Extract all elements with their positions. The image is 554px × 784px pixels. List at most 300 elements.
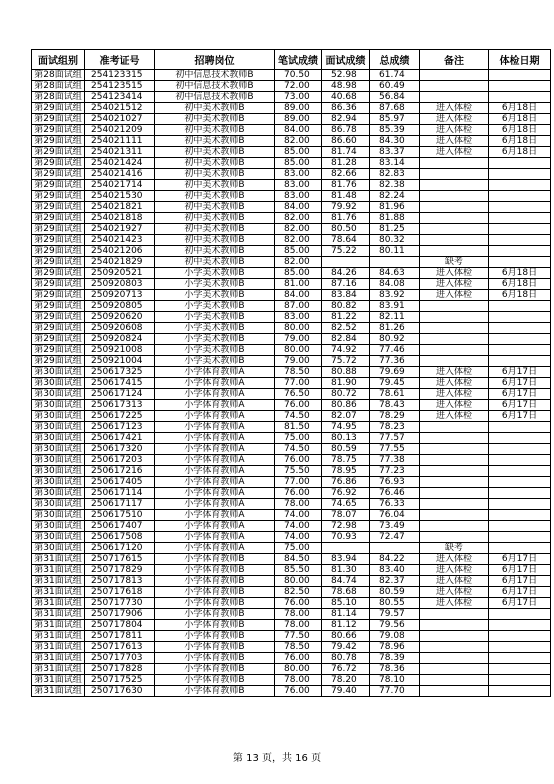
total-score-cell: 80.11: [370, 246, 420, 257]
exam-date-cell: [489, 477, 551, 488]
exam-date-cell: [489, 301, 551, 312]
remark-cell: 进入体检: [420, 554, 489, 565]
table-row: [32, 411, 551, 422]
total-score-cell: 83.14: [370, 158, 420, 169]
written-score-cell: 76.00: [275, 455, 322, 466]
total-score-cell: 76.46: [370, 488, 420, 499]
written-score-cell: 78.00: [275, 499, 322, 510]
written-score-cell: 84.00: [275, 125, 322, 136]
written-score-cell: 77.50: [275, 631, 322, 642]
position-cell: 小学体育教师A: [155, 477, 275, 488]
table-row: [32, 455, 551, 466]
position-cell: 小学体育教师B: [155, 664, 275, 675]
position-cell: 小学体育教师A: [155, 532, 275, 543]
table-row: [32, 125, 551, 136]
interview-group-cell: 第30面试组: [32, 466, 85, 477]
exam-id-cell: 254123414: [85, 92, 155, 103]
position-cell: 初中美术教师B: [155, 125, 275, 136]
interview-score-cell: [322, 257, 370, 268]
interview-group-cell: 第31面试组: [32, 598, 85, 609]
remark-cell: [420, 81, 489, 92]
table-row: [32, 367, 551, 378]
interview-group-cell: 第29面试组: [32, 147, 85, 158]
exam-date-cell: [489, 257, 551, 268]
interview-score-cell: 84.74: [322, 576, 370, 587]
exam-id-cell: 250920521: [85, 268, 155, 279]
written-score-cell: 78.50: [275, 642, 322, 653]
interview-score-cell: 75.22: [322, 246, 370, 257]
written-score-cell: 76.00: [275, 598, 322, 609]
exam-id-cell: 250717618: [85, 587, 155, 598]
table-row: [32, 136, 551, 147]
exam-date-cell: [489, 609, 551, 620]
position-cell: 初中美术教师B: [155, 114, 275, 125]
position-cell: 小学美术教师B: [155, 290, 275, 301]
exam-id-cell: 254021821: [85, 202, 155, 213]
total-score-cell: 78.39: [370, 653, 420, 664]
exam-date-cell: 6月18日: [489, 279, 551, 290]
interview-group-cell: 第30面试组: [32, 433, 85, 444]
remark-cell: 进入体检: [420, 587, 489, 598]
exam-id-cell: 254021714: [85, 180, 155, 191]
exam-id-cell: 250920805: [85, 301, 155, 312]
exam-date-cell: [489, 664, 551, 675]
exam-date-cell: 6月18日: [489, 114, 551, 125]
interview-score-cell: 80.88: [322, 367, 370, 378]
exam-id-cell: 250717525: [85, 675, 155, 686]
written-score-cell: 77.00: [275, 477, 322, 488]
remark-cell: 进入体检: [420, 378, 489, 389]
exam-date-cell: [489, 521, 551, 532]
table-row: [32, 543, 551, 554]
remark-cell: 进入体检: [420, 125, 489, 136]
header-exam-date: 体检日期: [489, 50, 551, 70]
position-cell: 小学体育教师B: [155, 675, 275, 686]
exam-date-cell: [489, 653, 551, 664]
exam-date-cell: 6月17日: [489, 565, 551, 576]
exam-date-cell: [489, 213, 551, 224]
exam-id-cell: 254021818: [85, 213, 155, 224]
exam-date-cell: [489, 235, 551, 246]
remark-cell: [420, 499, 489, 510]
exam-id-cell: 250920803: [85, 279, 155, 290]
exam-id-cell: 250617120: [85, 543, 155, 554]
table-row: [32, 224, 551, 235]
header-row: [32, 50, 551, 70]
remark-cell: [420, 466, 489, 477]
position-cell: 初中信息技术教师B: [155, 92, 275, 103]
interview-group-cell: 第29面试组: [32, 290, 85, 301]
position-cell: 小学体育教师A: [155, 367, 275, 378]
position-cell: 小学体育教师A: [155, 422, 275, 433]
header-remark: 备注: [420, 50, 489, 70]
position-cell: 小学美术教师B: [155, 334, 275, 345]
position-cell: 小学美术教师B: [155, 268, 275, 279]
remark-cell: 进入体检: [420, 389, 489, 400]
exam-date-cell: [489, 180, 551, 191]
remark-cell: 进入体检: [420, 114, 489, 125]
interview-group-cell: 第29面试组: [32, 169, 85, 180]
exam-date-cell: [489, 466, 551, 477]
written-score-cell: 78.00: [275, 675, 322, 686]
interview-score-cell: 80.78: [322, 653, 370, 664]
total-score-cell: 79.08: [370, 631, 420, 642]
position-cell: 小学美术教师B: [155, 312, 275, 323]
table-row: [32, 279, 551, 290]
interview-score-cell: 78.68: [322, 587, 370, 598]
interview-score-cell: 78.20: [322, 675, 370, 686]
table-row: [32, 477, 551, 488]
total-score-cell: 79.69: [370, 367, 420, 378]
position-cell: 初中美术教师B: [155, 213, 275, 224]
interview-score-cell: 79.92: [322, 202, 370, 213]
written-score-cell: 78.00: [275, 620, 322, 631]
interview-group-cell: 第29面试组: [32, 213, 85, 224]
interview-score-cell: 85.10: [322, 598, 370, 609]
table-row: [32, 81, 551, 92]
interview-group-cell: 第30面试组: [32, 455, 85, 466]
interview-group-cell: 第30面试组: [32, 477, 85, 488]
table-row: [32, 598, 551, 609]
remark-cell: [420, 455, 489, 466]
exam-id-cell: 250617123: [85, 422, 155, 433]
interview-group-cell: 第30面试组: [32, 367, 85, 378]
written-score-cell: 76.00: [275, 686, 322, 697]
written-score-cell: 80.00: [275, 323, 322, 334]
header-total-score: 总成绩: [370, 50, 420, 70]
exam-id-cell: 250717804: [85, 620, 155, 631]
written-score-cell: 76.50: [275, 389, 322, 400]
table-row: [32, 213, 551, 224]
table-row: [32, 444, 551, 455]
remark-cell: 进入体检: [420, 290, 489, 301]
exam-date-cell: [489, 631, 551, 642]
interview-score-cell: 81.76: [322, 213, 370, 224]
remark-cell: [420, 521, 489, 532]
position-cell: 小学体育教师A: [155, 455, 275, 466]
interview-group-cell: 第30面试组: [32, 378, 85, 389]
position-cell: 小学体育教师B: [155, 620, 275, 631]
exam-id-cell: 250717615: [85, 554, 155, 565]
remark-cell: [420, 213, 489, 224]
header-position: 招聘岗位: [155, 50, 275, 70]
interview-group-cell: 第28面试组: [32, 92, 85, 103]
total-score-cell: 72.47: [370, 532, 420, 543]
position-cell: 小学美术教师B: [155, 345, 275, 356]
position-cell: 小学美术教师B: [155, 356, 275, 367]
table-row: [32, 675, 551, 686]
written-score-cell: 80.00: [275, 345, 322, 356]
total-score-cell: 78.43: [370, 400, 420, 411]
exam-id-cell: 250717630: [85, 686, 155, 697]
table-row: [32, 642, 551, 653]
interview-score-cell: 82.07: [322, 411, 370, 422]
interview-group-cell: 第31面试组: [32, 642, 85, 653]
remark-cell: [420, 532, 489, 543]
interview-group-cell: 第29面试组: [32, 114, 85, 125]
remark-cell: [420, 510, 489, 521]
exam-id-cell: 250617114: [85, 488, 155, 499]
remark-cell: 进入体检: [420, 136, 489, 147]
position-cell: 小学体育教师B: [155, 642, 275, 653]
exam-id-cell: 250617325: [85, 367, 155, 378]
position-cell: 小学体育教师A: [155, 378, 275, 389]
total-score-cell: 76.33: [370, 499, 420, 510]
total-score-cell: 77.57: [370, 433, 420, 444]
interview-score-cell: 76.92: [322, 488, 370, 499]
remark-cell: [420, 631, 489, 642]
exam-date-cell: [489, 202, 551, 213]
remark-cell: 缺考: [420, 257, 489, 268]
interview-score-cell: 80.59: [322, 444, 370, 455]
interview-score-cell: 80.82: [322, 301, 370, 312]
exam-date-cell: 6月17日: [489, 367, 551, 378]
written-score-cell: 87.00: [275, 301, 322, 312]
written-score-cell: 79.00: [275, 334, 322, 345]
remark-cell: [420, 224, 489, 235]
exam-id-cell: 250920824: [85, 334, 155, 345]
table-row: [32, 312, 551, 323]
exam-date-cell: 6月17日: [489, 576, 551, 587]
exam-id-cell: 254021111: [85, 136, 155, 147]
interview-group-cell: 第30面试组: [32, 422, 85, 433]
interview-group-cell: 第31面试组: [32, 675, 85, 686]
position-cell: 小学体育教师A: [155, 510, 275, 521]
interview-score-cell: 40.68: [322, 92, 370, 103]
remark-cell: 进入体检: [420, 565, 489, 576]
interview-group-cell: 第30面试组: [32, 444, 85, 455]
interview-group-cell: 第31面试组: [32, 686, 85, 697]
written-score-cell: 89.00: [275, 114, 322, 125]
position-cell: 小学体育教师A: [155, 521, 275, 532]
exam-date-cell: [489, 224, 551, 235]
remark-cell: [420, 620, 489, 631]
interview-score-cell: 81.74: [322, 147, 370, 158]
interview-group-cell: 第29面试组: [32, 246, 85, 257]
total-score-cell: 78.96: [370, 642, 420, 653]
position-cell: 小学美术教师B: [155, 301, 275, 312]
interview-group-cell: 第29面试组: [32, 312, 85, 323]
interview-score-cell: 81.28: [322, 158, 370, 169]
remark-cell: [420, 191, 489, 202]
position-cell: 小学体育教师A: [155, 400, 275, 411]
exam-id-cell: 254123315: [85, 70, 155, 81]
table-row: [32, 565, 551, 576]
written-score-cell: 83.00: [275, 191, 322, 202]
position-cell: 初中美术教师B: [155, 103, 275, 114]
table-row: [32, 422, 551, 433]
interview-score-cell: 76.86: [322, 477, 370, 488]
written-score-cell: 85.00: [275, 268, 322, 279]
exam-id-cell: 250920608: [85, 323, 155, 334]
total-score-cell: 82.37: [370, 576, 420, 587]
remark-cell: [420, 70, 489, 81]
exam-id-cell: 250717829: [85, 565, 155, 576]
interview-score-cell: 82.84: [322, 334, 370, 345]
interview-score-cell: 86.60: [322, 136, 370, 147]
exam-id-cell: 250617117: [85, 499, 155, 510]
written-score-cell: 76.00: [275, 488, 322, 499]
exam-id-cell: 254021311: [85, 147, 155, 158]
exam-id-cell: 250617405: [85, 477, 155, 488]
position-cell: 小学体育教师A: [155, 433, 275, 444]
exam-id-cell: 254123515: [85, 81, 155, 92]
position-cell: 小学体育教师B: [155, 686, 275, 697]
interview-group-cell: 第29面试组: [32, 345, 85, 356]
table-row: [32, 334, 551, 345]
interview-score-cell: 86.78: [322, 125, 370, 136]
exam-id-cell: 254021512: [85, 103, 155, 114]
interview-score-cell: 79.42: [322, 642, 370, 653]
interview-group-cell: 第29面试组: [32, 301, 85, 312]
exam-id-cell: 254021530: [85, 191, 155, 202]
remark-cell: [420, 169, 489, 180]
interview-score-cell: 80.13: [322, 433, 370, 444]
remark-cell: [420, 675, 489, 686]
total-score-cell: 83.40: [370, 565, 420, 576]
position-cell: 小学美术教师B: [155, 323, 275, 334]
exam-id-cell: 254021416: [85, 169, 155, 180]
position-cell: 小学体育教师A: [155, 543, 275, 554]
exam-date-cell: [489, 312, 551, 323]
position-cell: 小学体育教师B: [155, 653, 275, 664]
interview-score-cell: 81.76: [322, 180, 370, 191]
total-score-cell: 80.59: [370, 587, 420, 598]
total-score-cell: 80.55: [370, 598, 420, 609]
table-body: [32, 70, 551, 697]
table-row: [32, 664, 551, 675]
exam-id-cell: 254021927: [85, 224, 155, 235]
total-score-cell: 84.08: [370, 279, 420, 290]
remark-cell: [420, 488, 489, 499]
position-cell: 小学体育教师B: [155, 565, 275, 576]
total-score-cell: 83.91: [370, 301, 420, 312]
written-score-cell: 85.50: [275, 565, 322, 576]
written-score-cell: 82.00: [275, 235, 322, 246]
total-score-cell: 82.24: [370, 191, 420, 202]
written-score-cell: 78.50: [275, 367, 322, 378]
total-score-cell: 83.37: [370, 147, 420, 158]
written-score-cell: 73.00: [275, 92, 322, 103]
total-score-cell: [370, 543, 420, 554]
remark-cell: 进入体检: [420, 268, 489, 279]
total-score-cell: 82.38: [370, 180, 420, 191]
interview-group-cell: 第30面试组: [32, 543, 85, 554]
interview-score-cell: 81.48: [322, 191, 370, 202]
interview-group-cell: 第30面试组: [32, 389, 85, 400]
remark-cell: [420, 444, 489, 455]
exam-date-cell: [489, 356, 551, 367]
written-score-cell: 85.00: [275, 147, 322, 158]
interview-group-cell: 第30面试组: [32, 532, 85, 543]
exam-id-cell: 250717906: [85, 609, 155, 620]
interview-score-cell: 74.92: [322, 345, 370, 356]
remark-cell: 进入体检: [420, 367, 489, 378]
total-score-cell: 81.25: [370, 224, 420, 235]
total-score-cell: 78.10: [370, 675, 420, 686]
position-cell: 小学体育教师B: [155, 554, 275, 565]
table-row: [32, 180, 551, 191]
interview-group-cell: 第29面试组: [32, 158, 85, 169]
position-cell: 初中美术教师B: [155, 246, 275, 257]
table-row: [32, 103, 551, 114]
position-cell: 小学体育教师A: [155, 466, 275, 477]
table-row: [32, 268, 551, 279]
interview-group-cell: 第29面试组: [32, 191, 85, 202]
exam-date-cell: [489, 323, 551, 334]
exam-date-cell: [489, 158, 551, 169]
remark-cell: [420, 334, 489, 345]
position-cell: 初中美术教师B: [155, 202, 275, 213]
score-table: [31, 49, 551, 697]
remark-cell: 进入体检: [420, 400, 489, 411]
table-row: [32, 114, 551, 125]
remark-cell: 进入体检: [420, 598, 489, 609]
interview-group-cell: 第30面试组: [32, 411, 85, 422]
total-score-cell: 78.36: [370, 664, 420, 675]
interview-score-cell: 82.66: [322, 169, 370, 180]
total-score-cell: 83.92: [370, 290, 420, 301]
remark-cell: 缺考: [420, 543, 489, 554]
interview-group-cell: 第29面试组: [32, 103, 85, 114]
position-cell: 初中美术教师B: [155, 191, 275, 202]
position-cell: 初中美术教师B: [155, 224, 275, 235]
exam-id-cell: 250617508: [85, 532, 155, 543]
interview-group-cell: 第29面试组: [32, 334, 85, 345]
remark-cell: 进入体检: [420, 576, 489, 587]
written-score-cell: 75.00: [275, 543, 322, 554]
written-score-cell: 78.00: [275, 609, 322, 620]
total-score-cell: 77.23: [370, 466, 420, 477]
table-row: [32, 499, 551, 510]
interview-group-cell: 第29面试组: [32, 202, 85, 213]
remark-cell: [420, 356, 489, 367]
position-cell: 小学体育教师A: [155, 488, 275, 499]
table-row: [32, 257, 551, 268]
interview-score-cell: 81.12: [322, 620, 370, 631]
table-row: [32, 587, 551, 598]
interview-score-cell: 82.94: [322, 114, 370, 125]
exam-id-cell: 250920713: [85, 290, 155, 301]
total-score-cell: 85.97: [370, 114, 420, 125]
remark-cell: [420, 664, 489, 675]
exam-date-cell: 6月17日: [489, 587, 551, 598]
interview-score-cell: 81.30: [322, 565, 370, 576]
exam-date-cell: [489, 246, 551, 257]
interview-group-cell: 第30面试组: [32, 499, 85, 510]
exam-id-cell: 250617415: [85, 378, 155, 389]
total-score-cell: 84.63: [370, 268, 420, 279]
exam-id-cell: 250617124: [85, 389, 155, 400]
written-score-cell: 70.50: [275, 70, 322, 81]
position-cell: 初中美术教师B: [155, 169, 275, 180]
position-cell: 初中美术教师B: [155, 147, 275, 158]
written-score-cell: 74.50: [275, 444, 322, 455]
table-row: [32, 147, 551, 158]
written-score-cell: 76.00: [275, 400, 322, 411]
interview-score-cell: 87.16: [322, 279, 370, 290]
exam-date-cell: [489, 532, 551, 543]
total-score-cell: 60.49: [370, 81, 420, 92]
interview-group-cell: 第31面试组: [32, 609, 85, 620]
position-cell: 小学体育教师B: [155, 587, 275, 598]
remark-cell: [420, 202, 489, 213]
remark-cell: [420, 235, 489, 246]
table-row: [32, 521, 551, 532]
total-score-cell: [370, 257, 420, 268]
written-score-cell: 82.50: [275, 587, 322, 598]
total-score-cell: 77.55: [370, 444, 420, 455]
